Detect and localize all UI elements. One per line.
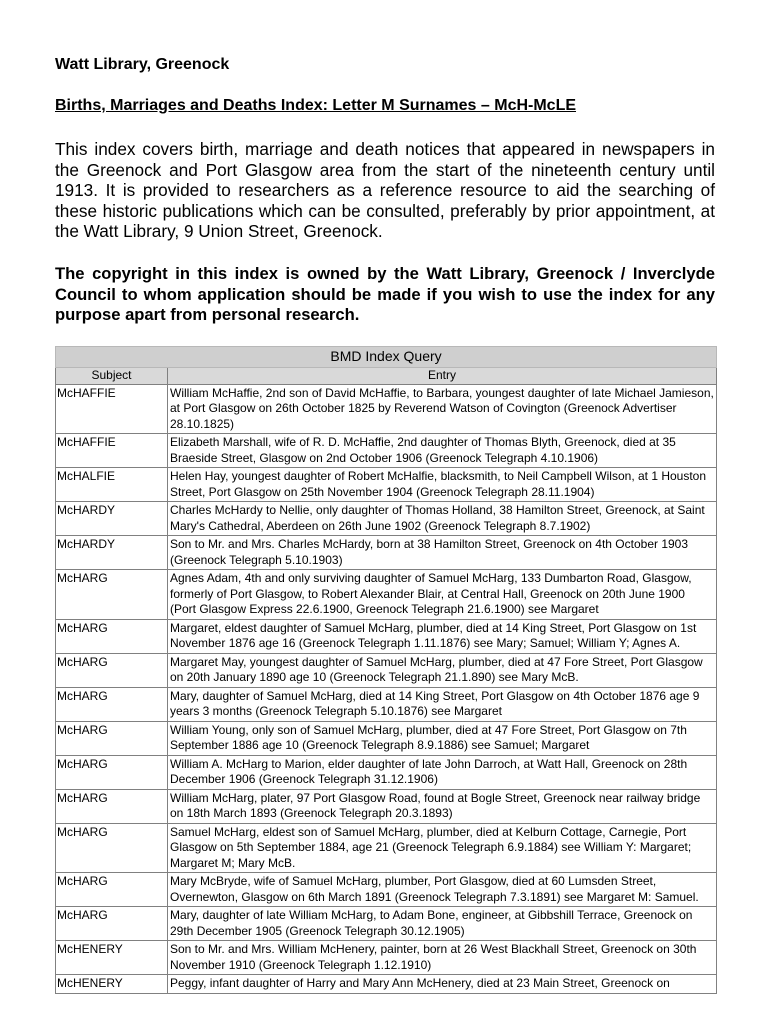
entry-cell: Margaret, eldest daughter of Samuel McHarg, plumber, died at 14 King Street, Port Glasgow on 1st November 1876 age 16 (Greenock Telegraph 1.11.1876) see Mary; Samuel; William Y; Agnes A. [168, 619, 717, 653]
index-heading: Births, Marriages and Deaths Index: Letter M Surnames – McH-McLE [55, 97, 577, 114]
subject-cell: McHARG [56, 687, 168, 721]
subject-cell: McHARG [56, 755, 168, 789]
entry-cell: William Young, only son of Samuel McHarg, plumber, died at 47 Fore Street, Port Glasgow on 7th September 1886 age 10 (Greenock Telegraph 8.9.1886) see Samuel; Margaret [168, 721, 717, 755]
entry-cell: Son to Mr. and Mrs. William McHenery, painter, born at 26 West Blackhall Street, Greenock on 30th November 1910 (Greenock Telegraph 1.12.1910) [168, 941, 717, 975]
entry-cell: Helen Hay, youngest daughter of Robert McHalfie, blacksmith, to Neil Campbell Wilson, at 1 Houston Street, Port Glasgow on 25th November 1904 (Greenock Telegraph 28.11.1904) [168, 468, 717, 502]
bmd-index-table [55, 346, 717, 994]
table-row [56, 789, 717, 823]
subject-cell: McHARG [56, 789, 168, 823]
table-row [56, 755, 717, 789]
table-row [56, 434, 717, 468]
table-row [56, 570, 717, 620]
table-row [56, 653, 717, 687]
entry-cell: Agnes Adam, 4th and only surviving daughter of Samuel McHarg, 133 Dumbarton Road, Glasgow, formerly of Port Glasgow, to Robert Alexander Blair, at Central Hall, Greenock on 20th June 1900 (Port Glasgow Express 22.6.1900, Greenock Telegraph 21.6.1900) see Margaret [168, 570, 717, 620]
intro-paragraph: This index covers birth, marriage and death notices that appeared in newspapers in the Greenock and Port Glasgow area from the start of the nineteenth century until 1913. It is provided to researchers as a reference resource to aid the searching of these historic publications which can be consulted, preferably by prior appointment, at the Watt Library, 9 Union Street, Greenock. [55, 139, 715, 241]
subject-cell: McHENERY [56, 975, 168, 994]
column-header-entry: Entry [168, 368, 717, 385]
entry-cell: Margaret May, youngest daughter of Samuel McHarg, plumber, died at 47 Fore Street, Port Glasgow on 20th January 1890 age 10 (Greenock Telegraph 21.1.890) see Mary McB. [168, 653, 717, 687]
entry-cell: Son to Mr. and Mrs. Charles McHardy, born at 38 Hamilton Street, Greenock on 4th October 1903 (Greenock Telegraph 5.10.1903) [168, 536, 717, 570]
table-row [56, 721, 717, 755]
subject-cell: McHAFFIE [56, 434, 168, 468]
entry-cell: Peggy, infant daughter of Harry and Mary Ann McHenery, died at 23 Main Street, Greenock on [168, 975, 717, 994]
subject-cell: McHARDY [56, 536, 168, 570]
entry-cell: William McHarg, plater, 97 Port Glasgow Road, found at Bogle Street, Greenock near railway bridge on 18th March 1893 (Greenock Telegraph 20.3.1893) [168, 789, 717, 823]
entry-cell: William McHaffie, 2nd son of David McHaffie, to Barbara, youngest daughter of late Michael Jamieson, at Port Glasgow on 26th October 1825 by Reverend Watson of Covington (Greenock Advertiser 28.10.1825) [168, 384, 717, 434]
entry-cell: Mary, daughter of late William McHarg, to Adam Bone, engineer, at Gibbshill Terrace, Greenock on 29th December 1905 (Greenock Telegraph 30.12.1905) [168, 907, 717, 941]
table-body [56, 384, 717, 993]
table-row [56, 941, 717, 975]
subject-cell: McHAFFIE [56, 384, 168, 434]
table-row [56, 687, 717, 721]
entry-cell: Charles McHardy to Nellie, only daughter of Thomas Holland, 38 Hamilton Street, Greenock, at Saint Mary's Cathedral, Aberdeen on 26th June 1902 (Greenock Telegraph 8.7.1902) [168, 502, 717, 536]
subject-cell: McHARG [56, 653, 168, 687]
table-row [56, 502, 717, 536]
table-title: BMD Index Query [56, 347, 717, 368]
subject-cell: McHARG [56, 721, 168, 755]
subject-cell: McHARG [56, 570, 168, 620]
entry-cell: William A. McHarg to Marion, elder daughter of late John Darroch, at Watt Hall, Greenock on 28th December 1906 (Greenock Telegraph 31.12.1906) [168, 755, 717, 789]
subject-cell: McHARG [56, 873, 168, 907]
entry-cell: Samuel McHarg, eldest son of Samuel McHarg, plumber, died at Kelburn Cottage, Carnegie, Port Glasgow on 5th September 1884, age 21 (Greenock Telegraph 6.9.1884) see William Y: Margaret; Margaret M; Mary McB. [168, 823, 717, 873]
copyright-notice: The copyright in this index is owned by the Watt Library, Greenock / Inverclyde Council to whom application should be made if you wish to use the index for any purpose apart from personal research. [55, 264, 715, 324]
table-row [56, 873, 717, 907]
entry-cell: Mary McBryde, wife of Samuel McHarg, plumber, Port Glasgow, died at 60 Lumsden Street, Overnewton, Glasgow on 6th March 1891 (Greenock Telegraph 7.3.1891) see Margaret M: Samuel. [168, 873, 717, 907]
table-row [56, 384, 717, 434]
table-row [56, 907, 717, 941]
column-header-subject: Subject [56, 368, 168, 385]
table-row [56, 619, 717, 653]
subject-cell: McHARDY [56, 502, 168, 536]
library-name: Watt Library, Greenock [55, 56, 230, 73]
subject-cell: McHALFIE [56, 468, 168, 502]
entry-cell: Elizabeth Marshall, wife of R. D. McHaffie, 2nd daughter of Thomas Blyth, Greenock, died at 35 Braeside Street, Glasgow on 2nd October 1906 (Greenock Telegraph 4.10.1906) [168, 434, 717, 468]
table-row [56, 536, 717, 570]
table-row [56, 823, 717, 873]
subject-cell: McHARG [56, 823, 168, 873]
entry-cell: Mary, daughter of Samuel McHarg, died at 14 King Street, Port Glasgow on 4th October 1876 age 9 years 3 months (Greenock Telegraph 5.10.1876) see Margaret [168, 687, 717, 721]
subject-cell: McHARG [56, 907, 168, 941]
subject-cell: McHENERY [56, 941, 168, 975]
table-row [56, 468, 717, 502]
table-row [56, 975, 717, 994]
subject-cell: McHARG [56, 619, 168, 653]
